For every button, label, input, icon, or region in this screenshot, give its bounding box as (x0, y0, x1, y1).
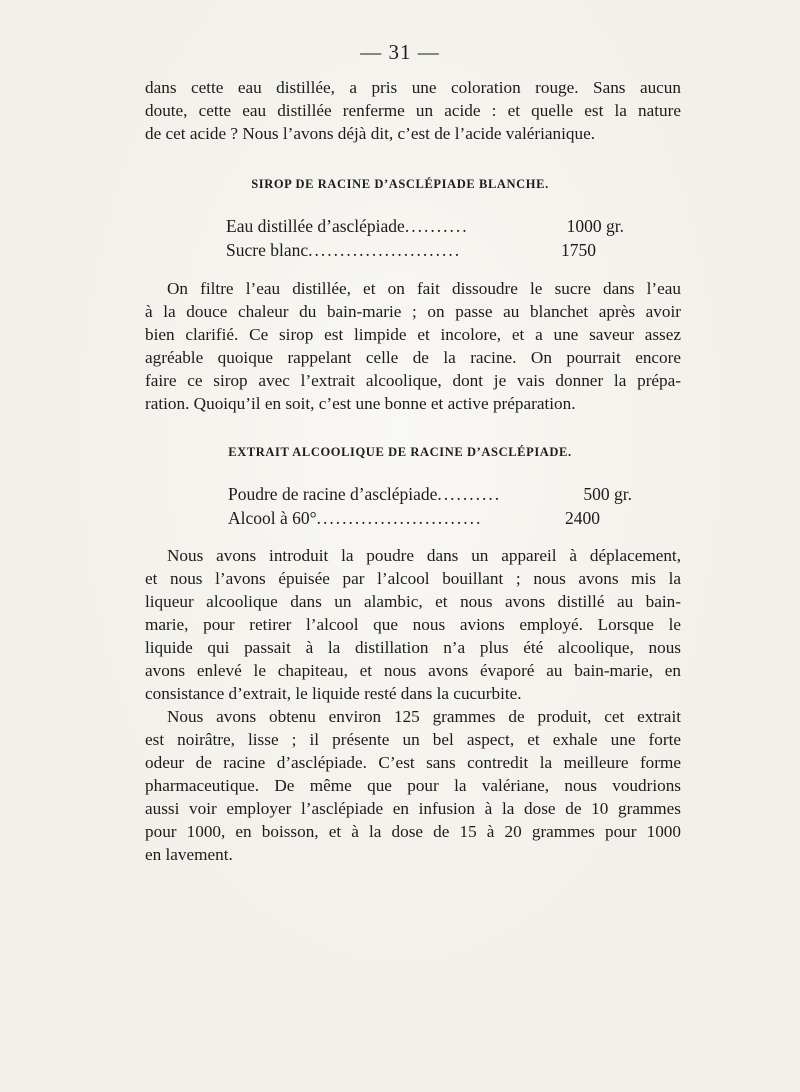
recipe-extrait (228, 482, 632, 530)
ingredient-quantity: 1750 (561, 240, 596, 260)
ingredient-name: Eau distillée d’asclépiade (226, 216, 405, 236)
text-line: bien clarifié. Ce sirop est limpide et incolore, et a une saveur assez (145, 325, 681, 344)
text-line: est noirâtre, lisse ; il présente un bel aspect, et exhale une forte (145, 730, 681, 749)
text-line: doute, cette eau distillée renferme un acide : et quelle est la nature (145, 101, 681, 120)
recipe-sirop (226, 214, 624, 262)
ingredient-quantity: 1000 gr. (566, 216, 624, 236)
text-line: liquide qui passait à la distillation n’a plus été alcoolique, nous (145, 638, 681, 657)
text-line: consistance d’extrait, le liquide resté dans la cucurbite. (145, 684, 522, 703)
ingredient-name: Poudre de racine d’asclépiade (228, 484, 438, 504)
text-line: liqueur alcoolique dans un alambic, et nous avons distillé au bain- (145, 592, 681, 611)
recipe-row (226, 214, 624, 238)
ingredient-name: Sucre blanc (226, 240, 309, 260)
text-line: aussi voir employer l’asclépiade en infusion à la dose de 10 grammes (145, 799, 681, 818)
text-line: en lavement. (145, 845, 233, 864)
leader-dots: .......................... (316, 508, 483, 528)
recipe-row (228, 482, 632, 506)
text-line: avons enlevé le chapiteau, et nous avons évaporé au bain-marie, en (145, 661, 681, 680)
leader-dots: .......... (404, 216, 469, 236)
text-line: On filtre l’eau distillée, et on fait dissoudre le sucre dans l’eau (167, 279, 681, 298)
text-line: Nous avons introduit la poudre dans un appareil à déplacement, (167, 546, 681, 565)
recipe-row (226, 238, 624, 262)
text-line: pour 1000, en boisson, et à la dose de 15 à 20 grammes pour 1000 (145, 822, 681, 841)
section-heading-extrait: EXTRAIT ALCOOLIQUE DE RACINE D’ASCLÉPIADE. (228, 445, 572, 459)
section-heading-sirop: SIROP DE RACINE D’ASCLÉPIADE BLANCHE. (251, 177, 549, 191)
text-line: de cet acide ? Nous l’avons déjà dit, c’est de l’acide valérianique. (145, 124, 596, 143)
intro-paragraph (145, 76, 681, 145)
text-line: odeur de racine d’asclépiade. C’est sans contredit la meilleure forme (145, 753, 681, 772)
paragraph-sirop (145, 277, 681, 415)
text-line: ration. Quoiqu’il en soit, c’est une bonne et active préparation. (145, 394, 576, 413)
text-line: Nous avons obtenu environ 125 grammes de produit, cet extrait (167, 707, 681, 726)
recipe-row (228, 506, 632, 530)
paragraph-extrait-1 (145, 544, 681, 705)
text-line: et nous l’avons épuisée par l’alcool bouillant ; nous avons mis la (145, 569, 681, 588)
text-line: faire ce sirop avec l’extrait alcoolique, dont je vais donner la prépa- (145, 371, 681, 390)
leader-dots: ........................ (308, 240, 462, 260)
text-line: pharmaceutique. De même que pour la valériane, nous voudrions (145, 776, 681, 795)
leader-dots: .......... (437, 484, 502, 504)
ingredient-quantity: 2400 (565, 508, 600, 528)
paragraph-extrait-2 (145, 705, 681, 866)
page-number: — 31 — (360, 40, 440, 64)
ingredient-name: Alcool à 60° (228, 508, 317, 528)
text-line: dans cette eau distillée, a pris une coloration rouge. Sans aucun (145, 78, 681, 97)
text-line: à la douce chaleur du bain-marie ; on passe au blanchet après avoir (145, 302, 681, 321)
text-line: agréable quoique rappelant celle de la racine. On pourrait encore (145, 348, 681, 367)
ingredient-quantity: 500 gr. (583, 484, 632, 504)
text-line: marie, pour retirer l’alcool que nous avions employé. Lorsque le (145, 615, 681, 634)
